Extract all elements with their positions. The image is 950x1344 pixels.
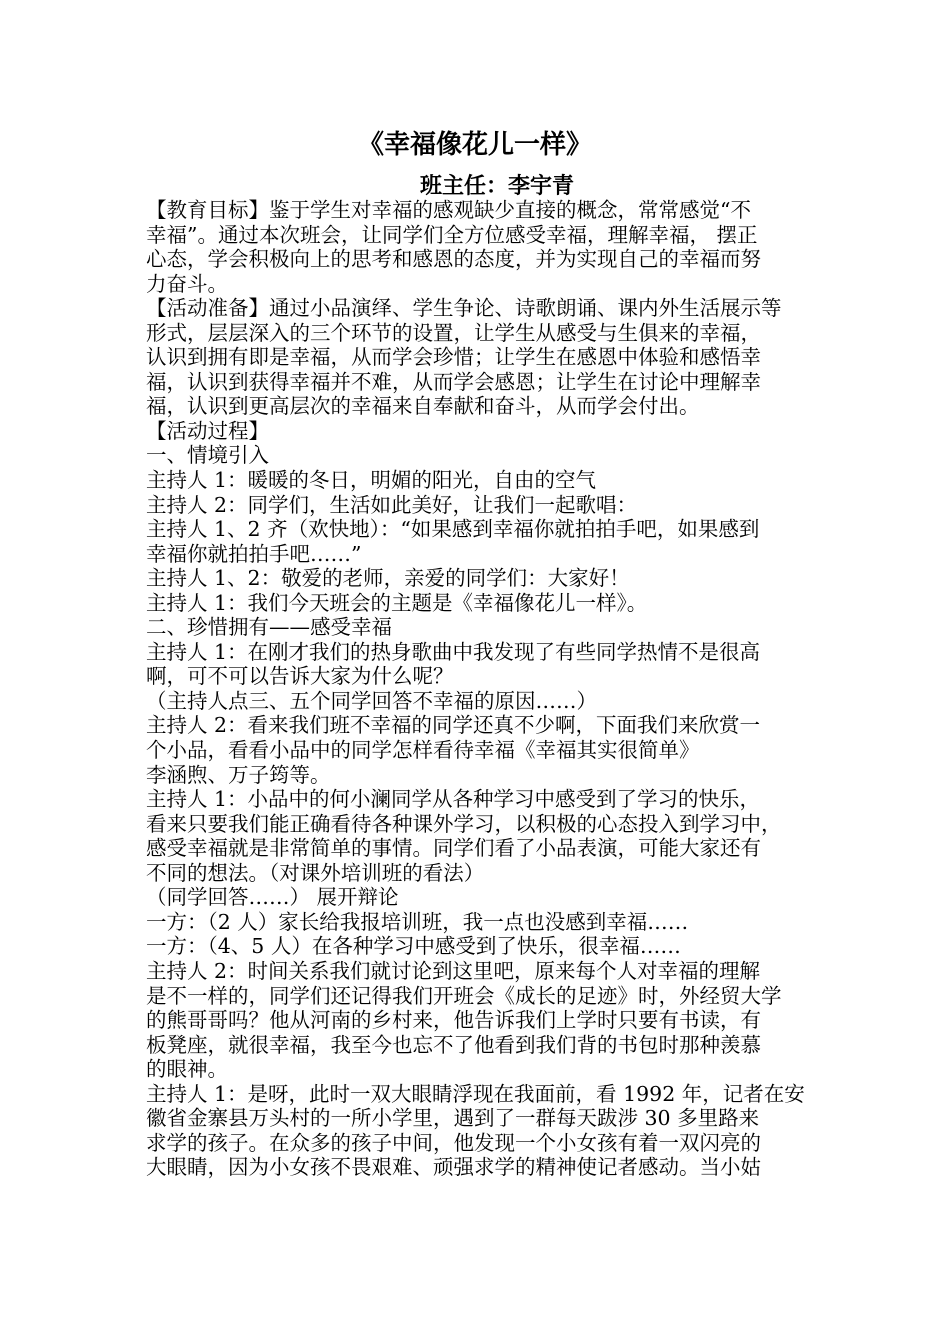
body-line: 一、情境引入 xyxy=(146,443,269,468)
body-line: 心态，学会积极向上的思考和感恩的态度，并为实现自己的幸福而努 xyxy=(146,247,761,272)
teacher-name: 班主任：李宇青 xyxy=(420,174,575,199)
body-line: 【活动准备】通过小品演绎、学生争论、诗歌朗诵、课内外生活展示等 xyxy=(146,296,782,321)
body-line: 二、珍惜拥有——感受幸福 xyxy=(146,615,392,640)
body-line: 不同的想法。（对课外培训班的看法） xyxy=(146,860,485,885)
body-line: 一方：（2 人）家长给我报培训班，我一点也没感到幸福…… xyxy=(146,909,689,934)
body-line: 主持人 1：暖暖的冬日，明媚的阳光，自由的空气 xyxy=(146,468,597,493)
body-line: 板凳座，就很幸福，我至今也忘不了他看到我们背的书包时那种羡慕 xyxy=(146,1032,761,1057)
body-line: 一方：（4、5 人）在各种学习中感受到了快乐，很幸福…… xyxy=(146,934,681,959)
body-line: 主持人 2：同学们，生活如此美好，让我们一起歌唱： xyxy=(146,492,638,517)
body-line: 福，认识到获得幸福并不难，从而学会感恩；让学生在讨论中理解幸 xyxy=(146,369,761,394)
body-line: 幸福”。通过本次班会，让同学们全方位感受幸福，理解幸福， 摆正 xyxy=(146,222,758,247)
body-line: 幸福你就拍拍手吧……” xyxy=(146,541,362,566)
body-line: （同学回答……） 展开辩论 xyxy=(146,885,399,910)
body-line: 形式，层层深入的三个环节的设置，让学生从感受与生俱来的幸福， xyxy=(146,320,761,345)
body-line: 【教育目标】鉴于学生对幸福的感观缺少直接的概念，常常感觉“不 xyxy=(146,198,751,222)
body-line: 主持人 1：我们今天班会的主题是《幸福像花儿一样》。 xyxy=(146,590,648,615)
document-title: 《幸福像花儿一样》 xyxy=(357,130,592,160)
body-line: 力奋斗。 xyxy=(146,271,228,296)
body-line: 李涵煦、万子筠等。 xyxy=(146,762,331,787)
body-line: 徽省金寨县万头村的一所小学里，遇到了一群每天跋涉 30 多里路来 xyxy=(146,1106,760,1131)
body-line: 大眼睛，因为小女孩不畏艰难、顽强求学的精神使记者感动。当小姑 xyxy=(146,1155,761,1180)
body-line: 啊，可不可以告诉大家为什么呢？ xyxy=(146,664,454,689)
body-line: 求学的孩子。在众多的孩子中间，他发现一个小女孩有着一双闪亮的 xyxy=(146,1130,761,1155)
body-line: 的熊哥哥吗？他从河南的乡村来，他告诉我们上学时只要有书读，有 xyxy=(146,1008,761,1033)
body-line: 主持人 1：小品中的何小澜同学从各种学习中感受到了学习的快乐， xyxy=(146,787,761,812)
body-line: 个小品，看看小品中的同学怎样看待幸福《幸福其实很简单》 xyxy=(146,738,700,763)
document-body xyxy=(146,198,814,1180)
body-line: 看来只要我们能正确看待各种课外学习，以积极的心态投入到学习中， xyxy=(146,811,782,836)
body-line: 认识到拥有即是幸福，从而学会珍惜；让学生在感恩中体验和感悟幸 xyxy=(146,345,761,370)
body-line: 是不一样的，同学们还记得我们开班会《成长的足迹》时，外经贸大学 xyxy=(146,983,782,1008)
body-line: 主持人 1：在刚才我们的热身歌曲中我发现了有些同学热情不是很高 xyxy=(146,639,761,664)
body-line: 感受幸福就是非常简单的事情。同学们看了小品表演，可能大家还有 xyxy=(146,836,761,861)
body-line: 主持人 2：看来我们班不幸福的同学还真不少啊，下面我们来欣赏一 xyxy=(146,713,761,738)
body-line: （主持人点三、五个同学回答不幸福的原因……） xyxy=(146,688,597,713)
body-line: 主持人 1、2：敬爱的老师，亲爱的同学们：大家好！ xyxy=(146,566,630,591)
body-line: 主持人 1、2 齐（欢快地）：“如果感到幸福你就拍拍手吧，如果感到 xyxy=(146,517,760,542)
body-line: 【活动过程】 xyxy=(146,418,269,443)
body-line: 主持人 1：是呀，此时一双大眼睛浮现在我面前，看 1992 年，记者在安 xyxy=(146,1081,805,1106)
body-line: 主持人 2：时间关系我们就讨论到这里吧，原来每个人对幸福的理解 xyxy=(146,958,761,983)
body-line: 福，认识到更高层次的幸福来自奉献和奋斗，从而学会付出。 xyxy=(146,394,700,419)
body-line: 的眼神。 xyxy=(146,1057,228,1082)
